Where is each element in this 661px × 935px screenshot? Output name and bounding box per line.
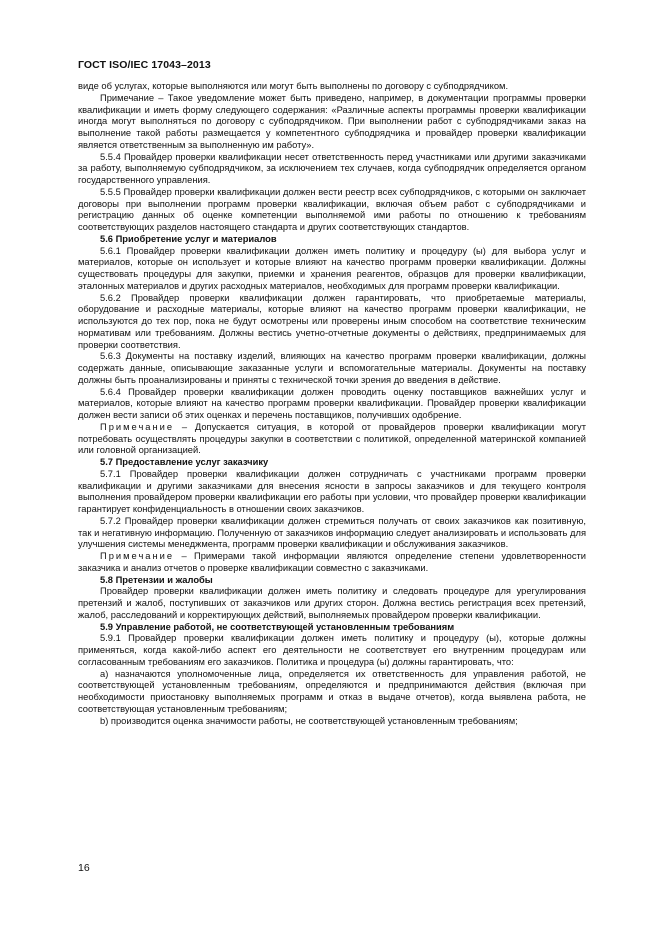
- page-number: 16: [78, 862, 90, 874]
- paragraph: 5.6.4 Провайдер проверки квалификации должен проводить оценку поставщиков важнейших услуг и материалов, которые влияют на качество программ проверки квалификации. Провайдер проверки квалификации должен вести записи об этих оценках и перечень поставщиков, получивших одобрение.: [78, 386, 586, 420]
- list-item: а) назначаются уполномоченные лица, определяется их ответственность для управления работой, не соответствующей установленным требованиям, определяются и предпринимаются действия (включая при необходимости приостановку выполняемых программ и отказ в выдаче отчетов), когда выявлена работа, не соответствующая установленным требованиям;: [78, 668, 586, 714]
- note-paragraph: [78, 551, 586, 575]
- section-heading: 5.6 Приобретение услуг и материалов: [100, 233, 277, 244]
- paragraph: 5.5.4 Провайдер проверки квалификации несет ответственность перед участниками или другими заказчиками за работу, выполняемую субподрядчиком, за исключением тех случаев, когда субподрядчик определяется органом государственного управления.: [78, 151, 586, 185]
- document-header-title: ГОСТ ISO/IEC 17043–2013: [78, 59, 211, 71]
- note-paragraph: [78, 422, 586, 457]
- paragraph: 5.6.1 Провайдер проверки квалификации должен иметь политику и процедуру (ы) для выбора услуг и материалов, которые он использует и которые влияют на качество программ проверки квалификации. Должны существовать процедуры для закупки, приемки и хранения реагентов, образцов для проверки квалификации, эталонных материалов и других расходных материалов, необходимых для программ проверки квалификации.: [78, 245, 586, 291]
- note-text: – Такое уведомление может быть приведено, например, в документации программы проверки квалификации и иметь форму следующего содержания: «Различные аспекты программы проверки квалификации иногда могут выполняться по договору с субподрядчиком. При выполнении работ с субподрядчиками заказ на выполнение такой работы размещается у компетентного субподрядчика и провайдер проверки квалификации является ответственным за выполненную им работу».: [78, 92, 586, 150]
- paragraph: 5.7.2 Провайдер проверки квалификации должен стремиться получать от своих заказчиков как позитивную, так и негативную информацию. Полученную от заказчиков информацию следует анализировать и использовать для улучшения системы менеджмента, программ проверки квалификации и обслуживания заказчиков.: [78, 515, 586, 550]
- note-text: – Примерами такой информации являются определение степени удовлетворенности заказчика и анализ отчетов о проверке квалификации совместно с заказчиками.: [78, 551, 586, 573]
- paragraph: 5.9.1 Провайдер проверки квалификации должен иметь политику и процедуру (ы), которые должны применяться, когда какой-либо аспект его деятельности не соответствует его внутренним процедурам или согласованным требованиям его заказчиков. Политика и процедура (ы) должны гарантировать, что:: [78, 633, 586, 667]
- note-paragraph: [78, 93, 586, 152]
- paragraph: 5.6.2 Провайдер проверки квалификации должен гарантировать, что приобретаемые материалы, оборудование и расходные материалы, которые влияют на качество программ проверки квалификации, не используются до тех пор, пока не будут осмотрены или проверены иным способом на соответствие техническим нормативам или требованиям. Должны вестись учетно-отчетные документы о действиях, предпринимаемых для проверки соответствия.: [78, 292, 586, 350]
- paragraph: 5.5.5 Провайдер проверки квалификации должен вести реестр всех субподрядчиков, с которыми он заключает договоры при выполнении программ проверки квалификации, включая объем работ с субподрядчиками и регистрацию данных об оценке компетенции выполняемой ими работы по отношению к требованиям соответствующих разделов настоящего стандарта и других соответствующих стандартов.: [78, 186, 586, 232]
- note-text: – Допускается ситуация, в которой от провайдеров проверки квалификации могут потребовать осуществлять процедуры закупки в соответствии с политикой, определенной материнской компанией или головной организацией.: [78, 421, 586, 456]
- paragraph: Провайдер проверки квалификации должен иметь политику и следовать процедуре для урегулирования претензий и жалоб, поступивших от заказчиков или других сторон. Должна вестись регистрация всех претензий, жалоб, расследований и корректирующих действий, выполняемых провайдером проверки квалификации.: [78, 586, 586, 620]
- paragraph: виде об услугах, которые выполняются или могут быть выполнены по договору с субподрядчиком.: [78, 81, 509, 91]
- paragraph: 5.7.1 Провайдер проверки квалификации должен сотрудничать с участниками программ проверки квалификации и другими заказчиками для внесения ясности в запросы заказчиков и для текущего контроля выполнения провайдером проверки квалификации его работы при условии, что провайдер проверки квалификации гарантирует конфиденциальность в отношении своих заказчиков.: [78, 468, 586, 514]
- list-item: b) производится оценка значимости работы, не соответствующей установленным требованиям;: [100, 715, 518, 726]
- paragraph: 5.6.3 Документы на поставку изделий, влияющих на качество программ проверки квалификации, должны содержать данные, описывающие заказанные услуги и вспомогательные материалы. Документы на поставку должны быть проанализированы и приняты с технической точки зрения до введения в действие.: [78, 351, 586, 385]
- section-heading: 5.8 Претензии и жалобы: [100, 574, 213, 585]
- section-heading: 5.7 Предоставление услуг заказчику: [100, 457, 269, 467]
- note-label: Примечание: [100, 551, 175, 561]
- note-label: Примечание: [100, 92, 155, 103]
- note-label: Примечание: [100, 421, 175, 432]
- document-body: [78, 81, 586, 727]
- section-heading: 5.9 Управление работой, не соответствующей установленным требованиям: [100, 621, 455, 632]
